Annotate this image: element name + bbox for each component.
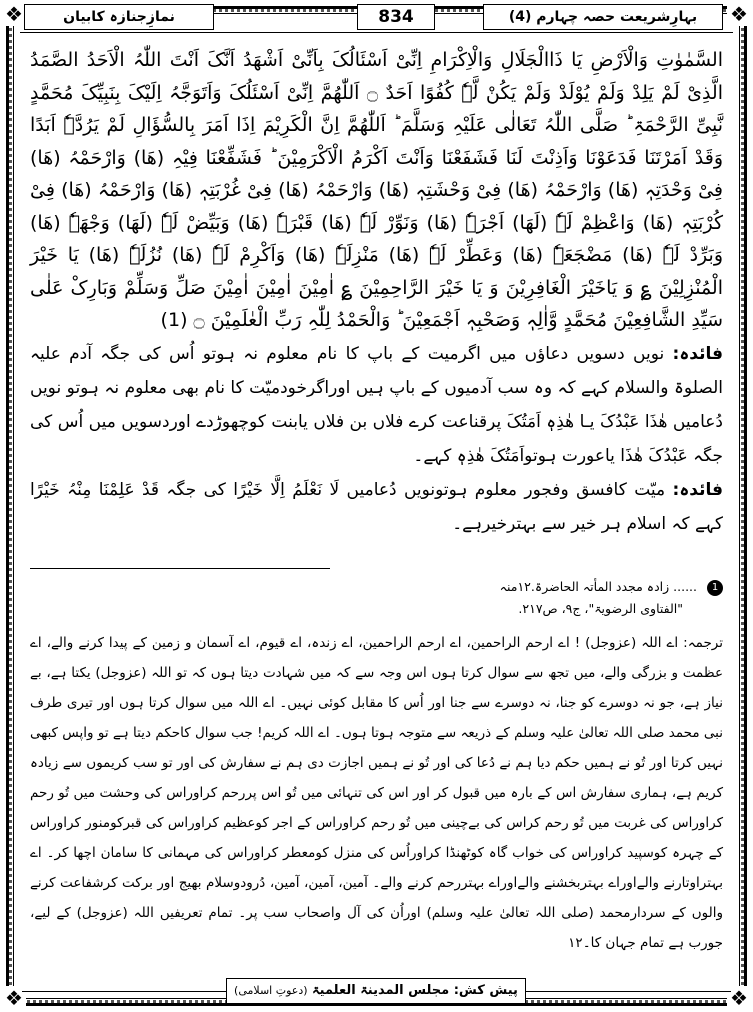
book-title: بہارِشریعت حصہ چہارم (4) — [483, 4, 723, 30]
page-number: 834 — [357, 4, 435, 30]
corner-ornament-icon: ❖ — [2, 986, 26, 1010]
footnotes — [30, 576, 723, 620]
main-content — [30, 44, 723, 541]
translation: ترجمہ: اے اللہ (عزوجل) ! اے ارحم الراحمین، اے ارحم الراحمین، اے زندہ، اے قیوم، اے آسمان و زمین کے پیدا کرنے والے، اے عظمت و بزرگی والے، میں تجھ سے سوال کرتا ہوں اس وجہ سے کہ میں شہادت دیتا ہوں کہ تو اللہ (عزوجل) یکتا ہے، بے نیاز ہے، جو نہ دوسرے کو جنا، نہ دوسرے سے جنا اور اُس کا مقابل کوئی نہیں۔ اے اللہ میں سوال کرتا ہوں اور تیری طرف نبی محمد صلی اللہ تعالیٰ علیہ وسلم کے ذریعہ سے متوجہ ہوتا ہوں۔ اے اللہ کریم! جب سوال کاحکم دیتا ہے تو واپس کبھی نہیں کرتا اور تُو نے ہمیں حکم دیا ہم نے دُعا کی اور تُو نے ہمیں اجازت دی ہم نے سفارش کی اور تو سب کریموں سے زیادہ کریم ہے، ہماری سفارش اس کے بارہ میں قبول کر اور اس کی تنہائی میں تُو اس پررحم کراوراس کی وحشت میں تُو رحم کراوراس کی غربت میں تُو رحم کراس کی بےچینی میں تُو رحم کراوراس کے اجر کوعظیم کراوراس کی قبرکومنور کراوراس کے چہرہ کوسپید کراوراس کی خواب گاہ کوٹھنڈا کراوراُس کی منزل کومعطر کراوراس کی مہمانی کا سامان اچھا کر۔ اے بہتراوتارنے والےاوراے بہتربخشنے والےاوراے بہتررحم کرنے والے۔ آمین، آمین، آمین، دُرودوسلام بھیج اور برکت کرشفاعت کرنے والوں کے سردارمحمد (صلی اللہ تعالیٰ علیہ وسلم) اوراُن کی آل واصحاب سب پر۔ تمام تعریفیں اللہ (عزوجل) کے لیے، جورب ہے تمام جہان کا۔١٢ — [30, 635, 723, 951]
footnote-number: 1 — [707, 580, 723, 596]
note-term: فائدہ: — [672, 479, 723, 500]
note-paragraph — [30, 473, 723, 541]
corner-ornament-icon: ❖ — [2, 2, 26, 26]
note-paragraph — [30, 337, 723, 473]
corner-ornament-icon: ❖ — [727, 986, 751, 1010]
footnote-line — [30, 576, 723, 598]
footnote-separator — [30, 568, 330, 569]
publisher-label: پیش کش: مجلس المدینۃ العلمیۃ — [312, 983, 518, 998]
note-text: میّت کافسق وفجور معلوم ہوتونویں دُعامیں لَا نَعْلَمُ اِلَّا خَیْرًا کی جگہ قَدْ عَلِمْنَا مِنْہُ خَیْرًا کہے کہ اسلام ہر خیر سے بہترخیرہے۔ — [30, 479, 723, 534]
page-header — [20, 4, 733, 32]
footnote-text: ...... زادہ مجدد المأتہ الحاضرۃ.١٢منہ — [499, 579, 698, 594]
note-text: نویں دسویں دعاؤں میں اگرمیت کے باپ کا نام معلوم نہ ہوتو اُس کی جگہ آدم علیہ الصلوۃ والسلام کہے کہ وہ سب آدمیوں کے باپ ہیں اوراگرخودمیّت کا نام بھی معلوم نہ ہوتو نویں دُعامیں ھٰذَا عَبْدُکَ یـا ھٰذِہٖ اَمَتُکَ پرقناعت کرے فلاں بن فلاں یابنت کوچھوڑدے اوردسویں میں اُس کی جگہ عَبْدُکَ ھٰذَا یاعورت ہوتواَمَتُکَ ھٰذِہٖ کہے۔ — [30, 343, 723, 466]
publisher-sub: (دعوتِ اسلامی) — [234, 984, 308, 997]
page-footer — [0, 978, 753, 1004]
arabic-dua: السَّمٰوٰتِ وَالْاَرْضِ یَا ذَاالْجَلَالِ وَالْاِکْرَامِ اِنِّیْ اَسْئَالُکَ بِاَنِّیْ اَشْھَدُ اَنَّکَ اَنْتَ اللّٰہُ الْاَحَدُ الصَّمَدُ الَّذِیْ لَمْ یَلِدْ وَلَمْ یُوْلَدْ وَلَمْ یَکُنْ لَّہٗ کُفُوًا اَحَدٌ ۝ اَللّٰھُمَّ اِنِّیْ اَسْئَلُکَ وَاَتَوَجَّہُ اِلَیْکَ بِنَبِیِّکَ مُحَمَّدٍ نَّبِیِّ الرَّحْمَۃِ ؕ صَلَّی اللّٰہُ تَعَالٰی عَلَیْہِ وَسَلَّمَ ؕ اَللّٰھُمَّ اِنَّ الْکَرِیْمَ اِذَا اَمَرَ بِالسُّؤَالِ لَمْ یَرُدَّہٗ اَبَدًا وَقَدْ اَمَرْتَنَا فَدَعَوْنَا وَاَذِنْتَ لَنَا فَشَفَعْنَا وَاَنْتَ اَکْرَمُ الْاَکْرَمِیْنَ ؕ فَشَفِّعْنَا فِیْہِ (ھَا) وَارْحَمْہُ (ھَا) فِیْ وَحْدَتِہٖ (ھَا) وَارْحَمْہُ (ھَا) فِیْ وَحْشَتِہٖ (ھَا) وَارْحَمْہُ (ھَا) فِیْ غُرْبَتِہٖ (ھَا) وَارْحَمْہُ (ھَا) فِیْ کُرْبَتِہٖ (ھَا) وَاعْظِمْ لَہٗ (لَھَا) اَجْرَہٗ (ھَا) وَنَوِّرْ لَہٗ (ھَا) قَبْرَہٗ (ھَا) وَبَیِّضْ لَہٗ (لَھَا) وَجْھَہٗ (ھَا) وَبَرِّدْ لَہٗ (ھَا) مَضْجَعَہٗ (ھَا) وَعَطِّرْ لَہٗ (ھَا) مَنْزِلَہٗ (ھَا) وَاَکْرِمْ لَہٗ (ھَا) نُزُلَہٗ (ھَا) یَا خَیْرَ الْمُنْزِلِیْنَ ؏ وَ یَاخَیْرَ الْغَافِرِیْنَ وَ یَا خَیْرَ الرَّاحِمِیْنَ ؏ اٰمِیْنَ اٰمِیْنَ اٰمِیْنَ صَلِّ وَسَلِّمْ وَبَارِکْ عَلٰی سَیِّدِ الشَّافِعِیْنَ مُحَمَّدٍ وَّاٰلِہٖ وَصَحْبِہٖ اَجْمَعِیْنَ ؕ وَالْحَمْدُ لِلّٰہِ رَبِّ الْعٰلَمِیْنَ ۝ (1) — [30, 49, 723, 331]
chapter-title: نمازِجنازہ کابیان — [24, 4, 214, 30]
publisher-credit — [226, 978, 526, 1004]
footnote-reference: "الفتاوی الرضویۃ"، ج٩، ص٢١٧. — [518, 601, 683, 616]
note-term: فائدہ: — [672, 343, 723, 364]
header-divider — [20, 32, 733, 33]
corner-ornament-icon: ❖ — [727, 2, 751, 26]
